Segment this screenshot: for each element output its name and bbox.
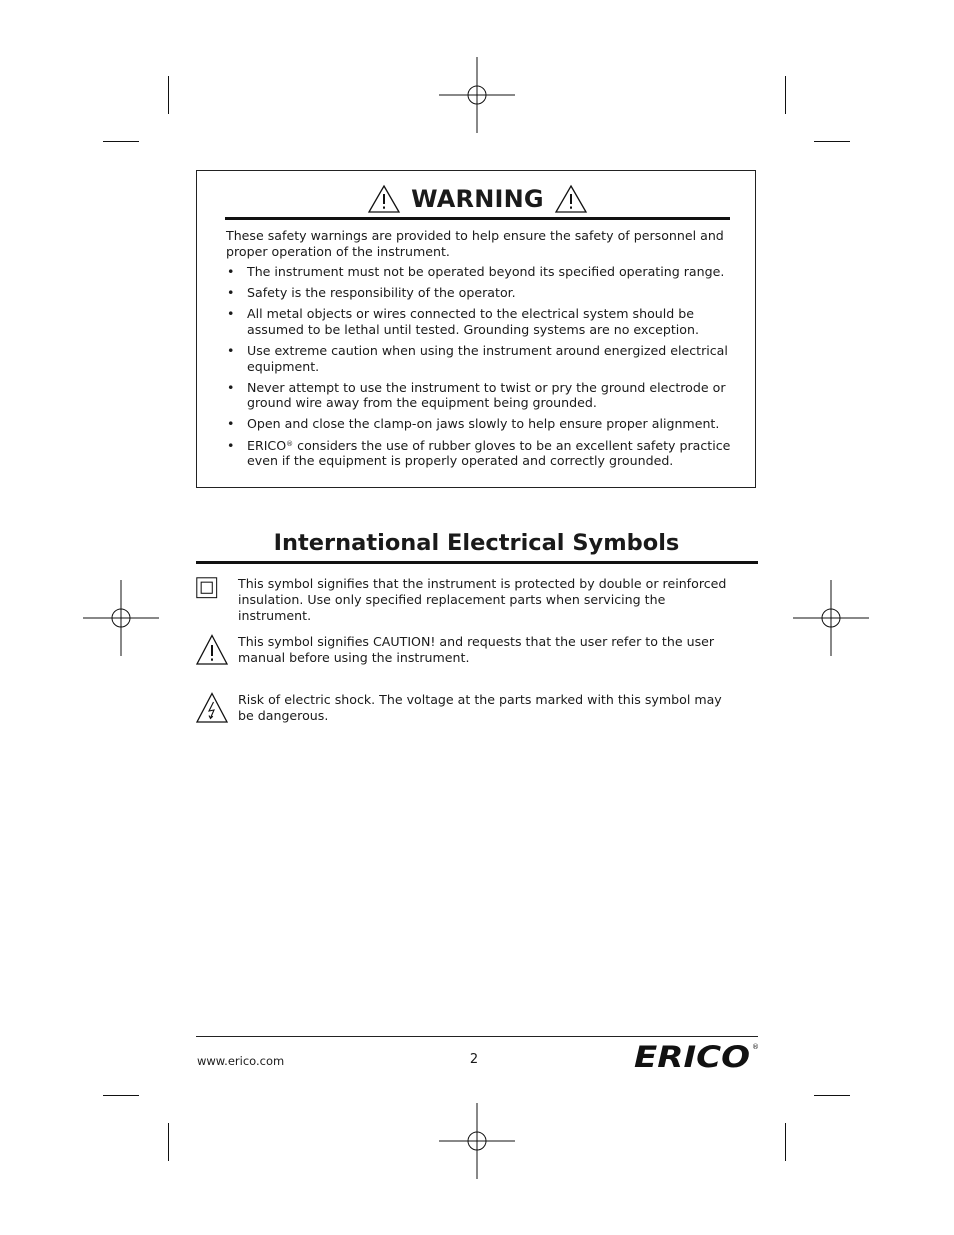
list-item-text: considers the use of rubber gloves to be an excellent safety practice even if the equipment is properly operated and correctly grounded. (247, 437, 731, 469)
crop-mark (168, 76, 169, 114)
page-number: 2 (469, 1052, 479, 1067)
erico-logo (634, 1040, 759, 1074)
list-item (226, 306, 736, 337)
brand-name: ERICO (247, 437, 287, 453)
registered-mark: ® (286, 439, 294, 448)
warning-triangle-icon (367, 184, 401, 214)
list-item (226, 343, 736, 374)
warning-list (226, 264, 736, 469)
crop-mark (785, 1123, 786, 1161)
list-item (226, 416, 736, 432)
website-link[interactable]: www.erico.com (197, 1054, 285, 1068)
crop-mark (168, 1123, 169, 1161)
warning-triangle-icon (554, 184, 588, 214)
bullet: • (227, 437, 235, 453)
warning-box (196, 170, 756, 488)
list-item (226, 380, 736, 411)
symbol-description: Risk of electric shock. The voltage at the parts marked with this symbol may be dangerous. (238, 692, 722, 723)
warning-header (225, 181, 730, 220)
electric-shock-icon (196, 692, 230, 726)
list-item-text: All metal objects or wires connected to the electrical system should be assumed to be lethal until tested. Grounding systems are no exception. (247, 306, 699, 337)
list-item-text: Open and close the clamp-on jaws slowly to help ensure proper alignment. (247, 416, 720, 432)
list-item (226, 438, 736, 469)
registration-mark-icon (83, 580, 159, 656)
symbol-row (196, 576, 758, 623)
crop-mark (103, 141, 139, 142)
crop-mark (785, 76, 786, 114)
bullet: • (227, 379, 235, 395)
crop-mark (814, 141, 850, 142)
bullet: • (227, 264, 235, 280)
list-item-text: Safety is the responsibility of the operator. (247, 285, 516, 301)
list-item-text: The instrument must not be operated beyond its specified operating range. (247, 264, 725, 280)
crop-mark (103, 1095, 139, 1096)
caution-icon (196, 634, 230, 668)
symbol-row (196, 692, 758, 728)
footer-divider (196, 1036, 758, 1037)
bullet: • (227, 343, 235, 359)
registration-mark-icon (793, 580, 869, 656)
warning-body (226, 228, 736, 474)
crop-mark (814, 1095, 850, 1096)
list-item-text: Never attempt to use the instrument to twist or pry the ground electrode or ground wire away from the equipment being grounded. (247, 379, 726, 411)
logo-text: ERICO (634, 1040, 750, 1074)
symbol-description: This symbol signifies CAUTION! and requests that the user refer to the user manual before using the instrument. (238, 634, 715, 665)
list-item (226, 264, 736, 280)
symbol-row (196, 634, 758, 670)
registration-mark-icon (439, 57, 515, 133)
bullet: • (227, 285, 235, 301)
double-insulation-icon (196, 577, 223, 604)
bullet: • (227, 416, 235, 432)
symbol-description: This symbol signifies that the instrument is protected by double or reinforced insulation. Use only specified replacement parts when servicing the instrument. (238, 576, 727, 623)
registration-mark-icon (439, 1103, 515, 1179)
list-item (226, 285, 736, 301)
logo-registered-mark: ® (752, 1043, 759, 1051)
bullet: • (227, 306, 235, 322)
list-item-text: Use extreme caution when using the instrument around energized electrical equipment. (247, 343, 728, 374)
warning-title: WARNING (411, 185, 544, 213)
warning-intro: These safety warnings are provided to help ensure the safety of personnel and proper operation of the instrument. (226, 228, 724, 259)
section-divider (196, 561, 758, 564)
section-title: International Electrical Symbols (273, 530, 680, 556)
